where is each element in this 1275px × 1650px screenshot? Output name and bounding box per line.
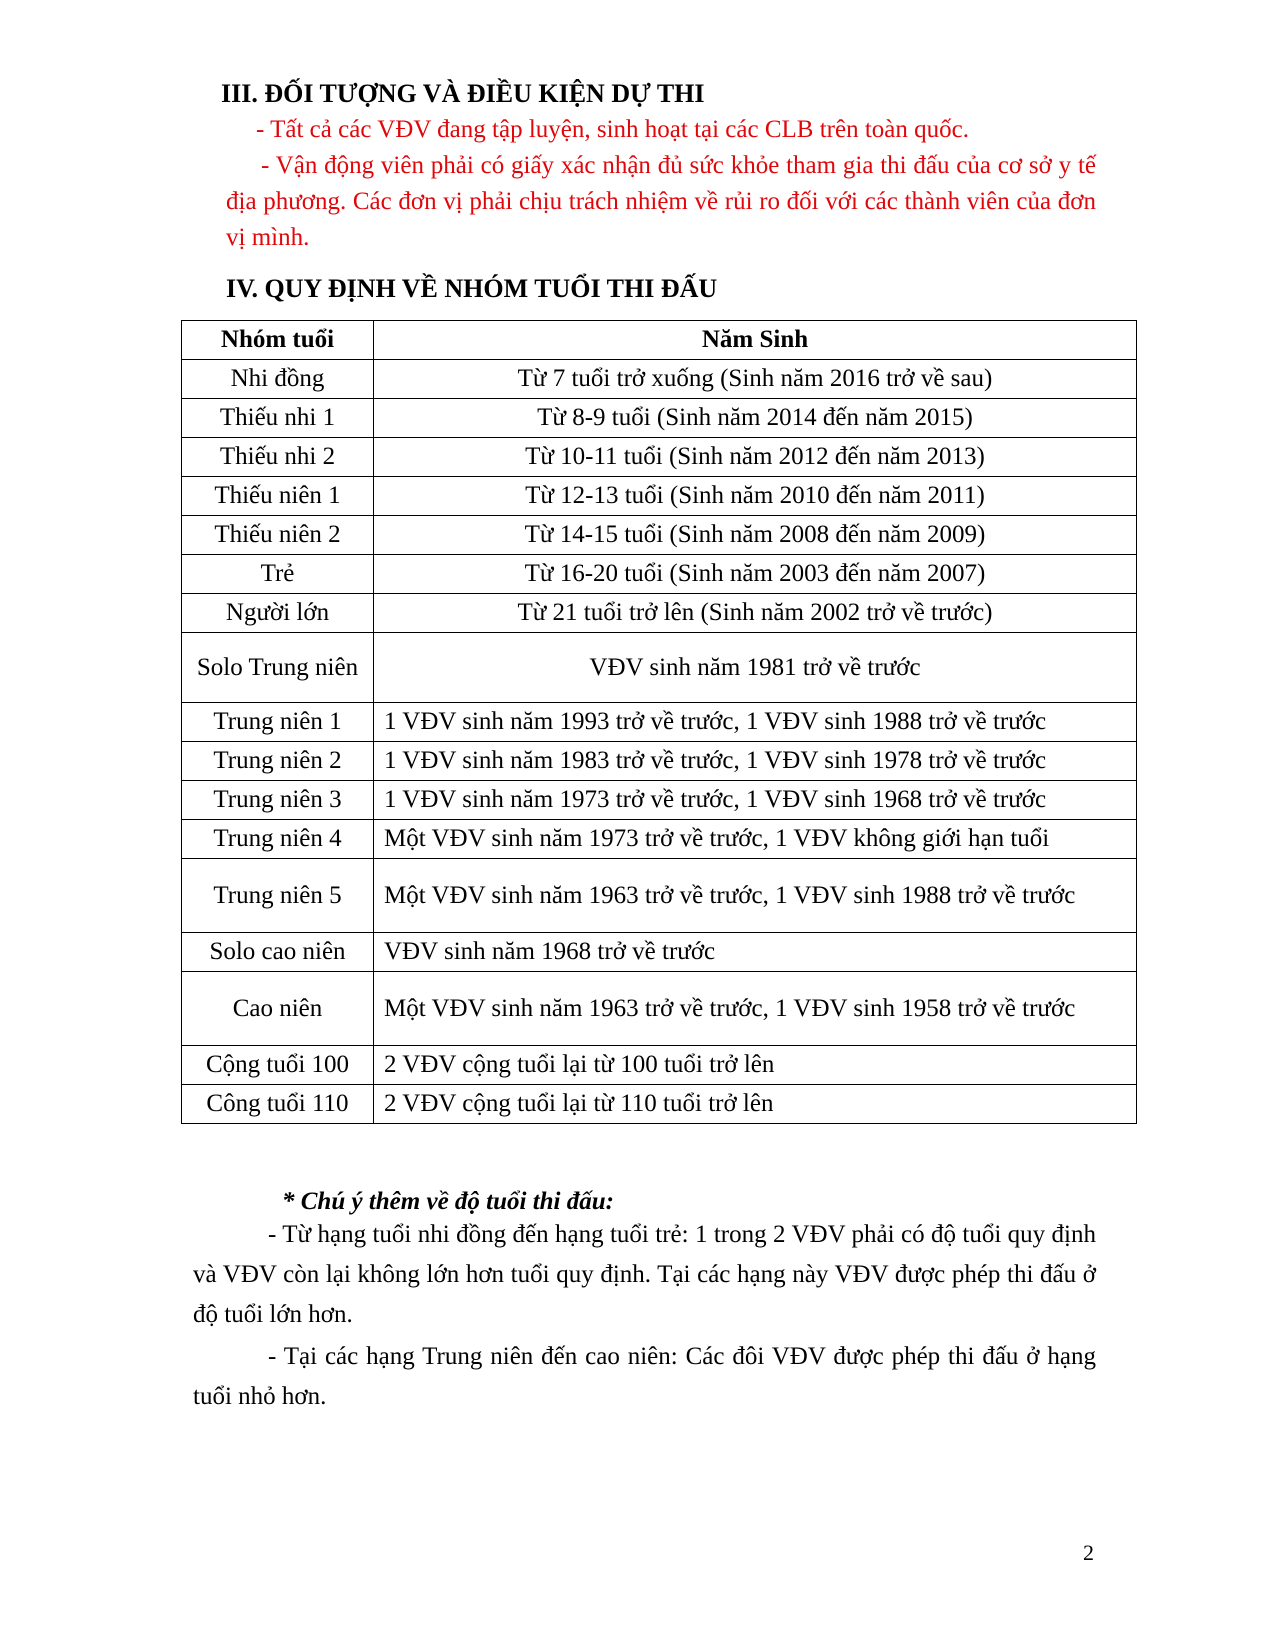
section-4-heading: IV. QUY ĐỊNH VỀ NHÓM TUỔI THI ĐẤU — [226, 274, 718, 303]
table-row — [182, 594, 1137, 633]
birth-cell: 2 VĐV cộng tuổi lại từ 100 tuổi trở lên — [374, 1046, 1137, 1085]
birth-cell: Từ 7 tuổi trở xuống (Sinh năm 2016 trở về sau) — [374, 360, 1137, 399]
birth-cell: Từ 21 tuổi trở lên (Sinh năm 2002 trở về trước) — [374, 594, 1137, 633]
birth-cell: Từ 8-9 tuổi (Sinh năm 2014 đến năm 2015) — [374, 399, 1137, 438]
group-cell: Người lớn — [182, 594, 374, 633]
birth-cell: 1 VĐV sinh năm 1973 trở về trước, 1 VĐV sinh 1968 trở về trước — [374, 781, 1137, 820]
note-paragraph-2: - Tại các hạng Trung niên đến cao niên: Các đôi VĐV được phép thi đấu ở hạng tuổi nhỏ hơn. — [193, 1343, 1096, 1410]
page-number: 2 — [1083, 1540, 1094, 1565]
birth-cell: Từ 10-11 tuổi (Sinh năm 2012 đến năm 2013) — [374, 438, 1137, 477]
group-cell: Solo cao niên — [182, 933, 374, 972]
group-cell: Trung niên 1 — [182, 703, 374, 742]
section-3-line-1: - Tất cả các VĐV đang tập luyện, sinh hoạt tại các CLB trên toàn quốc. — [256, 116, 969, 143]
birth-cell: 1 VĐV sinh năm 1993 trở về trước, 1 VĐV sinh 1988 trở về trước — [374, 703, 1137, 742]
table-row — [182, 781, 1137, 820]
birth-cell: Một VĐV sinh năm 1963 trở về trước, 1 VĐV sinh 1988 trở về trước — [374, 859, 1137, 933]
group-cell: Thiếu nhi 1 — [182, 399, 374, 438]
birth-cell: Từ 14-15 tuổi (Sinh năm 2008 đến năm 2009) — [374, 516, 1137, 555]
group-cell: Cao niên — [182, 972, 374, 1046]
table-row — [182, 972, 1137, 1046]
birth-cell: Từ 16-20 tuổi (Sinh năm 2003 đến năm 2007) — [374, 555, 1137, 594]
birth-cell: VĐV sinh năm 1968 trở về trước — [374, 933, 1137, 972]
table-row — [182, 360, 1137, 399]
table-row — [182, 933, 1137, 972]
column-header-birth-year: Năm Sinh — [374, 321, 1137, 360]
group-cell: Trẻ — [182, 555, 374, 594]
group-cell: Nhi đồng — [182, 360, 374, 399]
group-cell: Trung niên 2 — [182, 742, 374, 781]
group-cell: Thiếu niên 2 — [182, 516, 374, 555]
birth-cell: Một VĐV sinh năm 1973 trở về trước, 1 VĐV không giới hạn tuổi — [374, 820, 1137, 859]
table-row — [182, 516, 1137, 555]
birth-cell: Từ 12-13 tuổi (Sinh năm 2010 đến năm 2011) — [374, 477, 1137, 516]
section-3-line-2: - Vận động viên phải có giấy xác nhận đủ sức khỏe tham gia thi đấu của cơ sở y tế địa phương. Các đơn vị phải chịu trách nhiệm về rủi ro đối với các thành viên của đơn vị mình. — [226, 152, 1096, 251]
group-cell: Thiếu niên 1 — [182, 477, 374, 516]
table-row — [182, 859, 1137, 933]
note-paragraph-1: - Từ hạng tuổi nhi đồng đến hạng tuổi trẻ: 1 trong 2 VĐV phải có độ tuổi quy định và VĐV còn lại không lớn hơn tuổi quy định. Tại các hạng này VĐV được phép thi đấu ở độ tuổi lớn hơn. — [193, 1221, 1096, 1328]
section-3-heading: III. ĐỐI TƯỢNG VÀ ĐIỀU KIỆN DỰ THI — [221, 79, 705, 108]
group-cell: Công tuổi 110 — [182, 1085, 374, 1124]
table-row — [182, 477, 1137, 516]
table-row — [182, 633, 1137, 703]
table-row — [182, 820, 1137, 859]
birth-cell: 2 VĐV cộng tuổi lại từ 110 tuổi trở lên — [374, 1085, 1137, 1124]
group-cell: Cộng tuổi 100 — [182, 1046, 374, 1085]
table-row — [182, 742, 1137, 781]
column-header-group: Nhóm tuổi — [182, 321, 374, 360]
table-row — [182, 399, 1137, 438]
table-row — [182, 555, 1137, 594]
group-cell: Trung niên 3 — [182, 781, 374, 820]
birth-cell: Một VĐV sinh năm 1963 trở về trước, 1 VĐV sinh 1958 trở về trước — [374, 972, 1137, 1046]
table-header-row — [182, 321, 1137, 360]
group-cell: Solo Trung niên — [182, 633, 374, 703]
birth-cell: VĐV sinh năm 1981 trở về trước — [374, 633, 1137, 703]
table-row — [182, 703, 1137, 742]
note-title: * Chú ý thêm về độ tuổi thi đấu: — [282, 1188, 614, 1215]
group-cell: Thiếu nhi 2 — [182, 438, 374, 477]
table-row — [182, 1046, 1137, 1085]
table-row — [182, 438, 1137, 477]
group-cell: Trung niên 5 — [182, 859, 374, 933]
table-row — [182, 1085, 1137, 1124]
birth-cell: 1 VĐV sinh năm 1983 trở về trước, 1 VĐV sinh 1978 trở về trước — [374, 742, 1137, 781]
group-cell: Trung niên 4 — [182, 820, 374, 859]
age-group-table — [181, 320, 1137, 1124]
